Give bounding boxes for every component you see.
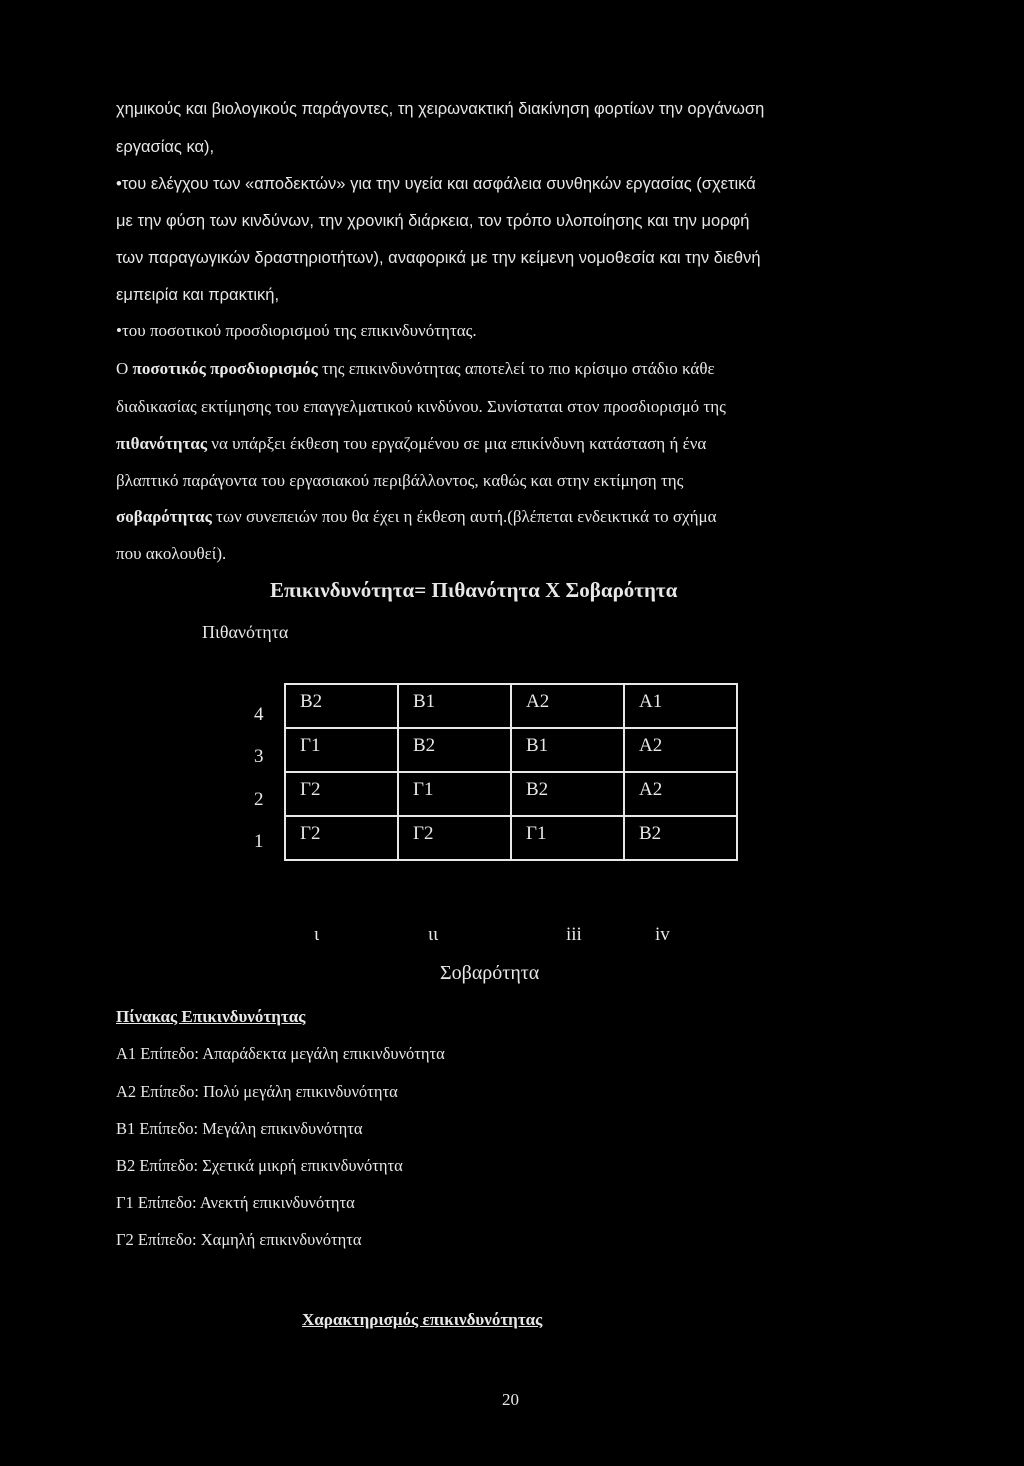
- paragraph-line: [116, 506, 717, 528]
- page-number: 20: [502, 1390, 519, 1409]
- body-line: •του ελέγχου των «αποδεκτών» για την υγεία και ασφάλεια συνθηκών εργασίας (σχετικά: [116, 175, 756, 193]
- legend-item: Β2 Επίπεδο: Σχετικά μικρή επικινδυνότητα: [116, 1156, 403, 1175]
- legend-item: Α2 Επίπεδο: Πολύ μεγάλη επικινδυνότητα: [116, 1082, 398, 1101]
- matrix-cell: Β2: [398, 728, 511, 772]
- body-line: των παραγωγικών δραστηριοτήτων), αναφορικά με την κείμενη νομοθεσία και την διεθνή: [116, 249, 761, 267]
- matrix-row: [285, 816, 737, 860]
- matrix-cell: Β1: [511, 728, 624, 772]
- row-label: 4: [254, 704, 264, 725]
- text-run: να υπάρξει έκθεση του εργαζομένου σε μια επικίνδυνη κατάσταση ή ένα: [207, 434, 707, 453]
- matrix-row: [285, 772, 737, 816]
- paragraph-line: [116, 358, 715, 380]
- legend-item: Γ2 Επίπεδο: Χαμηλή επικινδυνότητα: [116, 1230, 362, 1249]
- body-line: με την φύση των κινδύνων, την χρονική διάρκεια, τον τρόπο υλοποίησης και την μορφή: [116, 212, 750, 230]
- column-label: iv: [655, 924, 670, 945]
- risk-formula: Επικινδυνότητα= Πιθανότητα Χ Σοβαρότητα: [270, 578, 678, 602]
- matrix-cell: Β2: [624, 816, 737, 860]
- row-label: 3: [254, 746, 264, 767]
- matrix-cell: Γ2: [285, 772, 398, 816]
- matrix-row: [285, 728, 737, 772]
- matrix-cell: Α2: [624, 772, 737, 816]
- text-run: της επικινδυνότητας αποτελεί το πιο κρίσιμο στάδιο κάθε: [317, 359, 715, 378]
- matrix-cell: Γ2: [398, 816, 511, 860]
- matrix-cell: Β1: [398, 684, 511, 728]
- bold-term: ποσοτικός προσδιορισμός: [132, 359, 318, 378]
- paragraph-line: διαδικασίας εκτίμησης του επαγγελματικού κινδύνου. Συνίσταται στον προσδιορισμό της: [116, 397, 726, 416]
- bold-term: πιθανότητας: [116, 434, 208, 453]
- text-run: των συνεπειών που θα έχει η έκθεση αυτή.(βλέπεται ενδεικτικά το σχήμα: [211, 507, 717, 526]
- matrix-cell: Γ2: [285, 816, 398, 860]
- matrix-cell: Α2: [624, 728, 737, 772]
- matrix-cell: Α2: [511, 684, 624, 728]
- matrix-cell: Γ1: [511, 816, 624, 860]
- body-line: εργασίας κα),: [116, 138, 215, 156]
- column-label: iii: [566, 924, 582, 945]
- row-label: 2: [254, 789, 264, 810]
- legend-item: Γ1 Επίπεδο: Ανεκτή επικινδυνότητα: [116, 1193, 355, 1212]
- section-heading: Χαρακτηρισμός επικινδυνότητας: [302, 1310, 543, 1329]
- legend-item: Β1 Επίπεδο: Μεγάλη επικινδυνότητα: [116, 1119, 363, 1138]
- matrix-cell: Γ1: [285, 728, 398, 772]
- paragraph-line: που ακολουθεί).: [116, 544, 227, 563]
- matrix-row: [285, 684, 737, 728]
- bold-term: σοβαρότητας: [116, 507, 212, 526]
- paragraph-line: βλαπτικό παράγοντα του εργασιακού περιβάλλοντος, καθώς και στην εκτίμηση της: [116, 471, 684, 490]
- paragraph-line: [116, 433, 706, 455]
- matrix-cell: Β2: [285, 684, 398, 728]
- body-line: χημικούς και βιολογικούς παράγοντες, τη χειρωνακτική διακίνηση φορτίων την οργάνωση: [116, 100, 765, 118]
- legend-item: Α1 Επίπεδο: Απαράδεκτα μεγάλη επικινδυνότητα: [116, 1044, 445, 1063]
- row-label: 1: [254, 831, 264, 852]
- column-label: ιι: [428, 924, 439, 945]
- risk-matrix: [284, 683, 738, 861]
- body-line: •του ποσοτικού προσδιορισμού της επικινδυνότητας.: [116, 321, 477, 340]
- column-label: ι: [314, 924, 320, 945]
- body-line: εμπειρία και πρακτική,: [116, 286, 280, 304]
- text-run: Ο: [116, 359, 133, 378]
- severity-axis-label: Σοβαρότητα: [440, 962, 540, 984]
- matrix-cell: Γ1: [398, 772, 511, 816]
- legend-title: Πίνακας Επικινδυνότητας: [116, 1007, 306, 1026]
- probability-axis-label: Πιθανότητα: [202, 622, 289, 642]
- matrix-cell: Β2: [511, 772, 624, 816]
- matrix-cell: Α1: [624, 684, 737, 728]
